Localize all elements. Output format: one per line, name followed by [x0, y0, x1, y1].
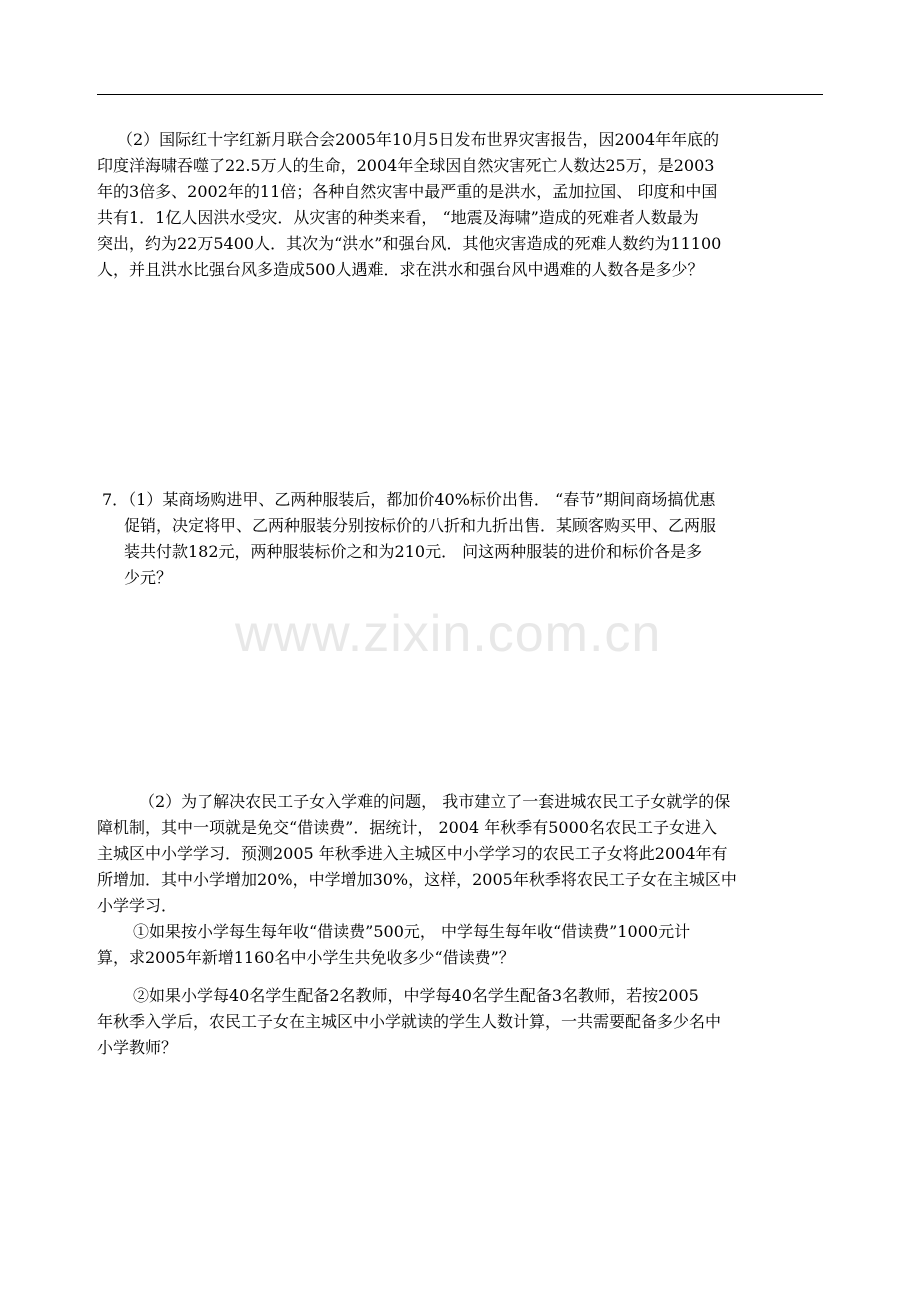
- question-6-part-2: [97, 127, 827, 283]
- question-7-part-1: [102, 487, 832, 591]
- q7-1-line-3: 装共付款182元，两种服装标价之和为210元． 问这两种服装的进价和标价各是多: [124, 542, 703, 561]
- q6-2-line-2: 印度洋海啸吞噬了22.5万人的生命，2004年全球因自然灾害死亡人数达25万，是2003: [97, 156, 715, 175]
- q7-1-line-1: 7．（1）某商场购进甲、乙两种服装后，都加价40%标价出售． “春节”期间商场搞优惠: [102, 490, 716, 509]
- q6-2-line-3: 年的3倍多、2002年的11倍；各种自然灾害中最严重的是洪水，孟加拉国、 印度和中国: [97, 182, 718, 201]
- q7-1-line-4: 少元？: [124, 568, 173, 587]
- q7-2-line-2: 障机制，其中一项就是免交“借读费”．据统计， 2004 年秋季有5000名农民工子女进入: [97, 818, 717, 837]
- q6-2-line-4: 共有1．1亿人因洪水受灾．从灾害的种类来看， “地震及海啸”造成的死难者人数最为: [97, 208, 699, 227]
- question-7-part-2: [97, 789, 827, 919]
- q7-2-line-4: 所增加．其中小学增加20%，中学增加30%，这样，2005年秋季将农民工子女在主城区中: [97, 870, 737, 889]
- question-7-part-2-sub-2: [97, 983, 827, 1061]
- q7-2-sub1-line-2: 算，求2005年新增1160名中小学生共免收多少“借读费”？: [97, 948, 515, 967]
- header-rule: [97, 94, 823, 95]
- q7-2-sub2-line-1: ②如果小学每40名学生配备2名教师，中学每40名学生配备3名教师，若按2005: [133, 986, 699, 1005]
- q7-1-line-2: 促销，决定将甲、乙两种服装分别按标价的八折和九折出售．某顾客购买甲、乙两服: [124, 516, 717, 535]
- watermark-text: www.zixin.com.cn: [235, 605, 662, 663]
- q7-2-sub2-line-3: 小学教师？: [97, 1038, 178, 1057]
- q6-2-line-1: （2）国际红十字红新月联合会2005年10月5日发布世界灾害报告，因2004年年底的: [117, 130, 720, 149]
- q6-2-line-5: 突出，约为22万5400人．其次为“洪水”和强台风．其他灾害造成的死难人数约为11100: [97, 234, 722, 253]
- q7-2-line-1: （2）为了解决农民工子女入学难的问题， 我市建立了一套进城农民工子女就学的保: [139, 792, 731, 811]
- question-7-part-2-sub-1: [97, 919, 827, 971]
- q6-2-line-6: 人，并且洪水比强台风多造成500人遇难．求在洪水和强台风中遇难的人数各是多少？: [97, 260, 704, 279]
- q7-2-line-3: 主城区中小学学习．预测2005 年秋季进入主城区中小学学习的农民工子女将此2004年有: [97, 844, 728, 863]
- q7-2-sub1-line-1: ①如果按小学每生每年收“借读费”500元， 中学每生每年收“借读费”1000元计: [133, 922, 691, 941]
- q7-2-line-5: 小学学习．: [97, 896, 178, 915]
- q7-2-sub2-line-2: 年秋季入学后，农民工子女在主城区中小学就读的学生人数计算，一共需要配备多少名中: [97, 1012, 722, 1031]
